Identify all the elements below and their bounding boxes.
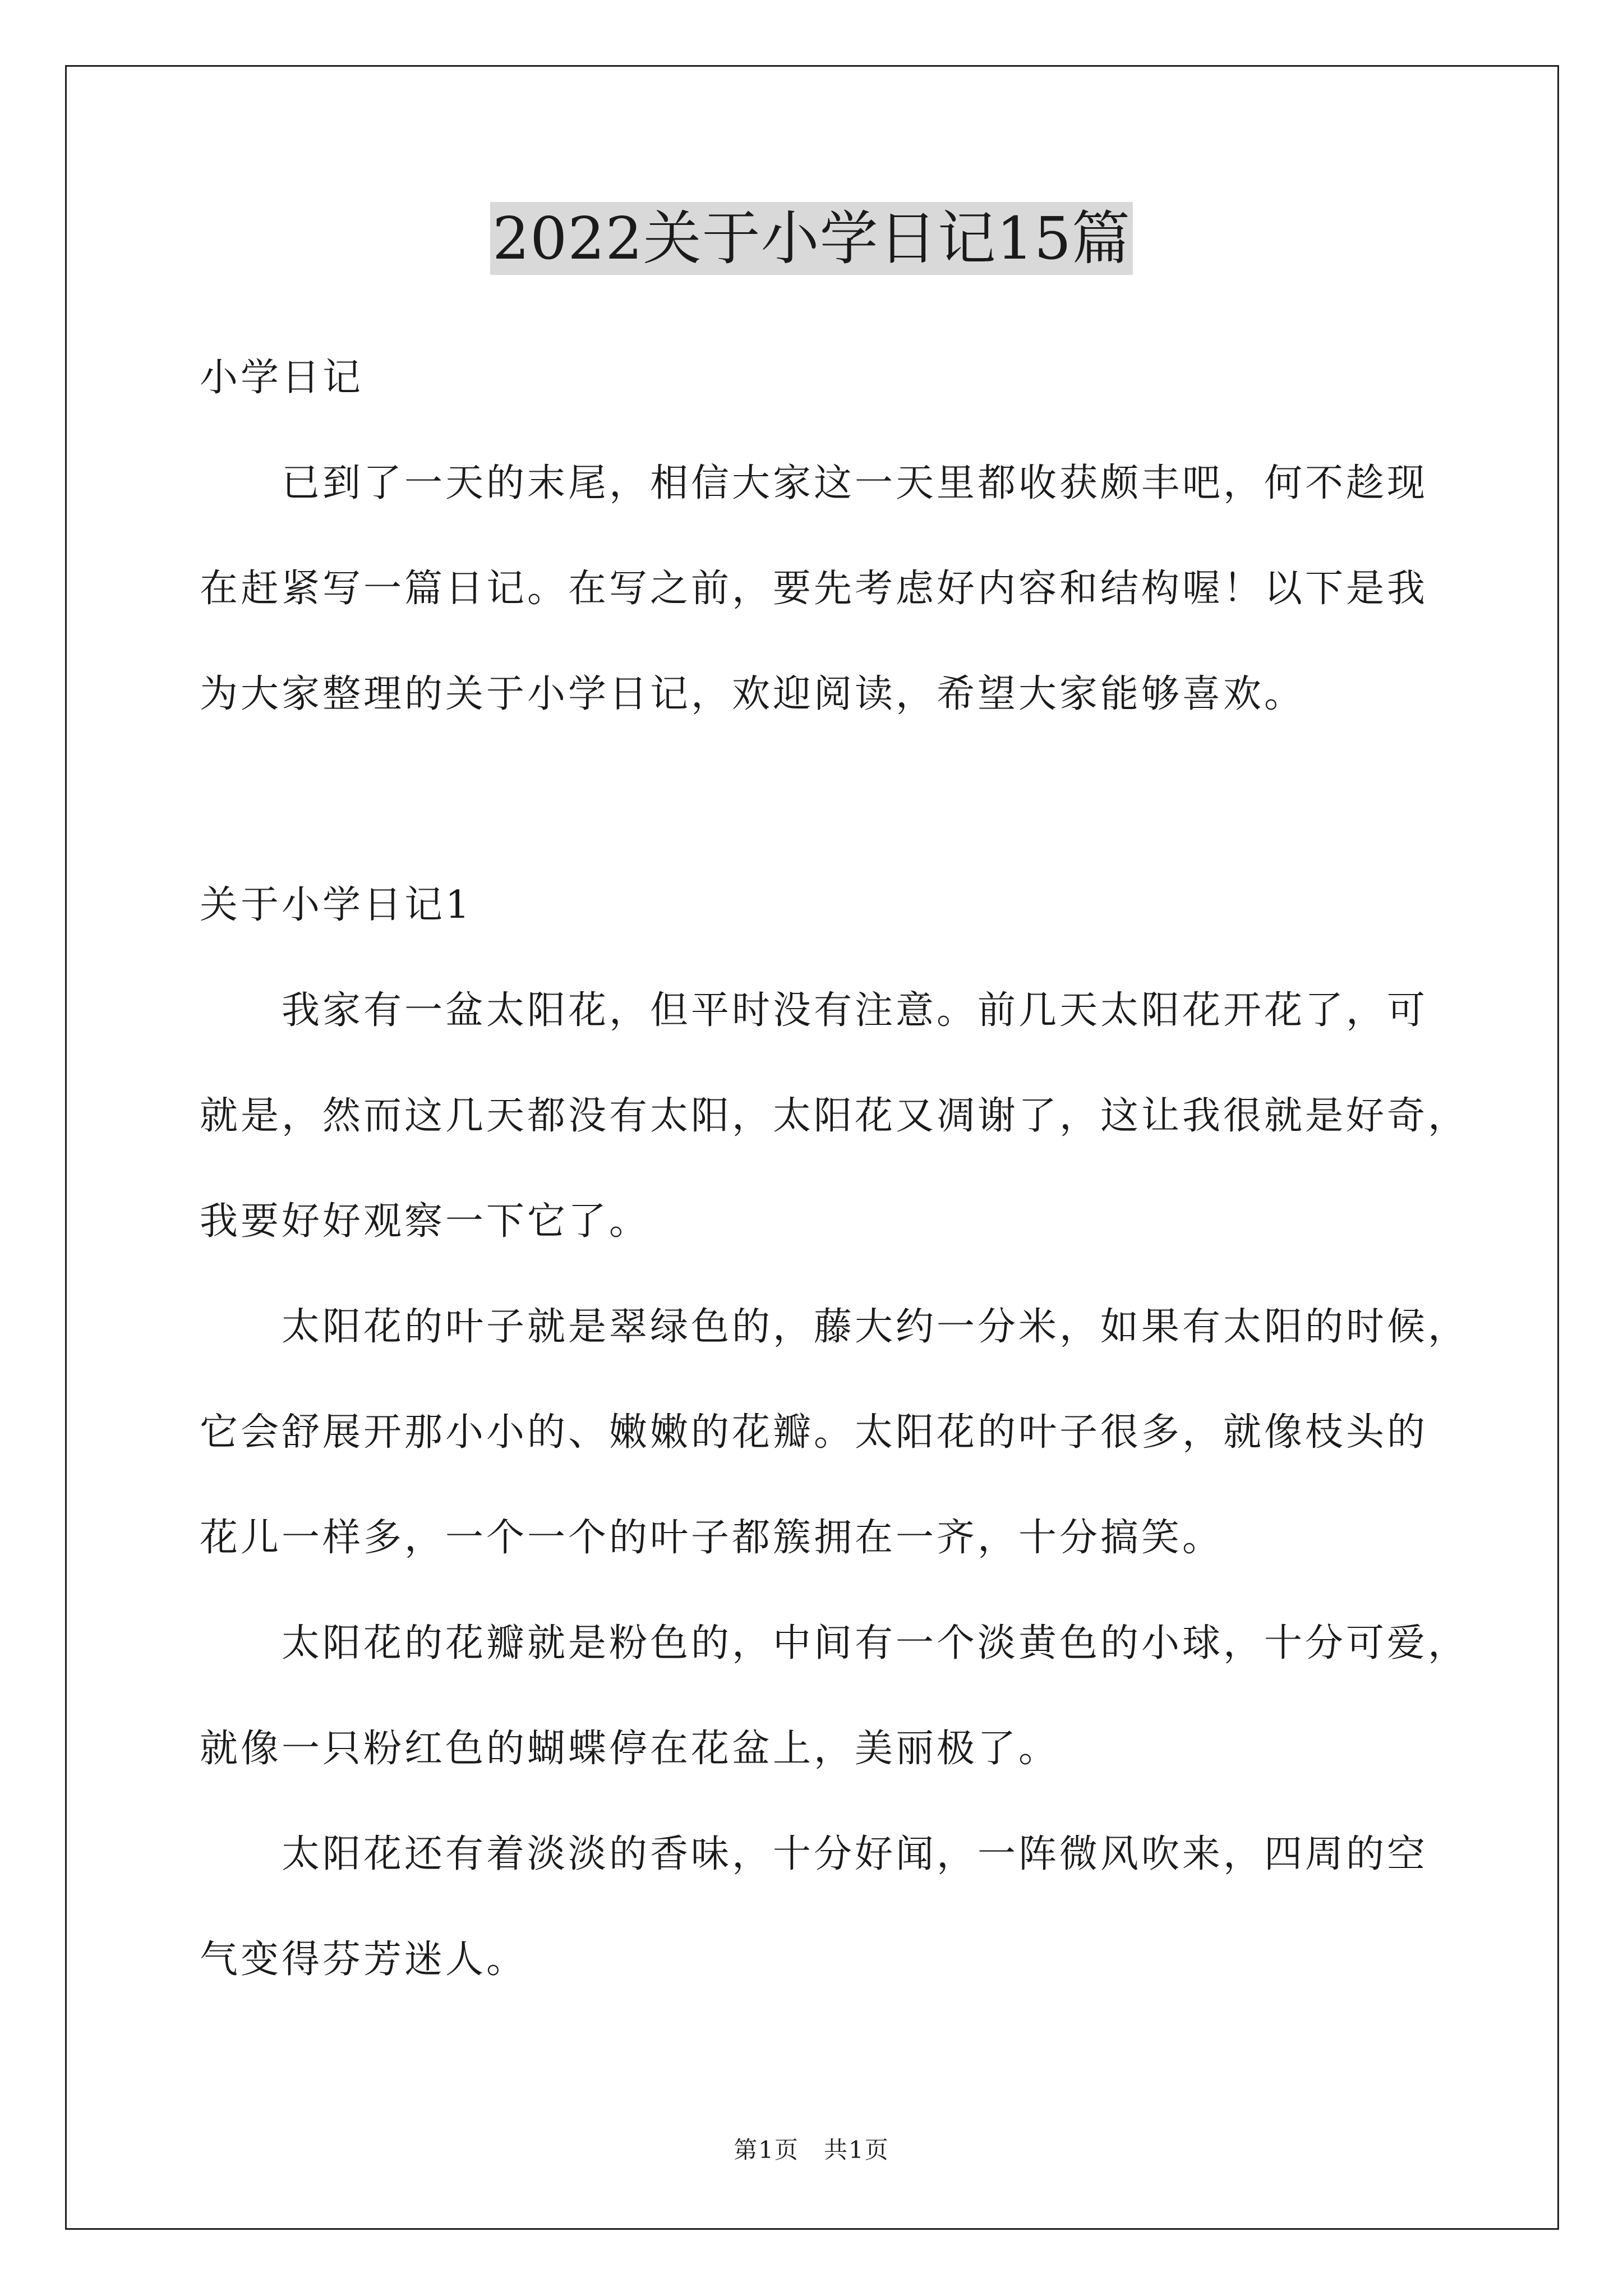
paragraph-line: 为大家整理的关于小学日记，欢迎阅读，希望大家能够喜欢。: [200, 672, 1306, 716]
title-container: [0, 202, 1623, 275]
intro-heading: 小学日记: [200, 356, 364, 400]
paragraph-line: 就是，然而这几天都没有太阳，太阳花又凋谢了，这让我很就是好奇，: [200, 1094, 1469, 1138]
paragraph-line: 我家有一盆太阳花，但平时没有注意。前几天太阳花开花了，可: [282, 988, 1428, 1033]
section-heading: 关于小学日记1: [200, 883, 473, 927]
paragraph-line: 太阳花的花瓣就是粉色的，中间有一个淡黄色的小球，十分可爱，: [282, 1621, 1469, 1665]
page-number-current: 第1页: [734, 2136, 799, 2164]
paragraph-line: 我要好好观察一下它了。: [200, 1199, 651, 1244]
paragraph-line: 已到了一天的末尾，相信大家这一天里都收获颇丰吧，何不趁现: [282, 461, 1428, 505]
paragraph-line: 太阳花的叶子就是翠绿色的，藤大约一分米，如果有太阳的时候，: [282, 1305, 1469, 1349]
page-number-total: 共1页: [824, 2136, 889, 2164]
paragraph-line: 就像一只粉红色的蝴蝶停在花盆上，美丽极了。: [200, 1727, 1060, 1771]
document-title: 2022关于小学日记15篇: [490, 202, 1133, 275]
paragraph-line: 它会舒展开那小小的、嫩嫩的花瓣。太阳花的叶子很多，就像枝头的: [200, 1410, 1428, 1455]
page-footer: [0, 2132, 1623, 2165]
paragraph-line: 太阳花还有着淡淡的香味，十分好闻，一阵微风吹来，四周的空: [282, 1832, 1428, 1876]
paragraph-line: 花儿一样多，一个一个的叶子都簇拥在一齐，十分搞笑。: [200, 1516, 1224, 1560]
paragraph-line: 在赶紧写一篇日记。在写之前，要先考虑好内容和结构喔！以下是我: [200, 567, 1428, 611]
paragraph-line: 气变得芬芳迷人。: [200, 1938, 528, 1982]
